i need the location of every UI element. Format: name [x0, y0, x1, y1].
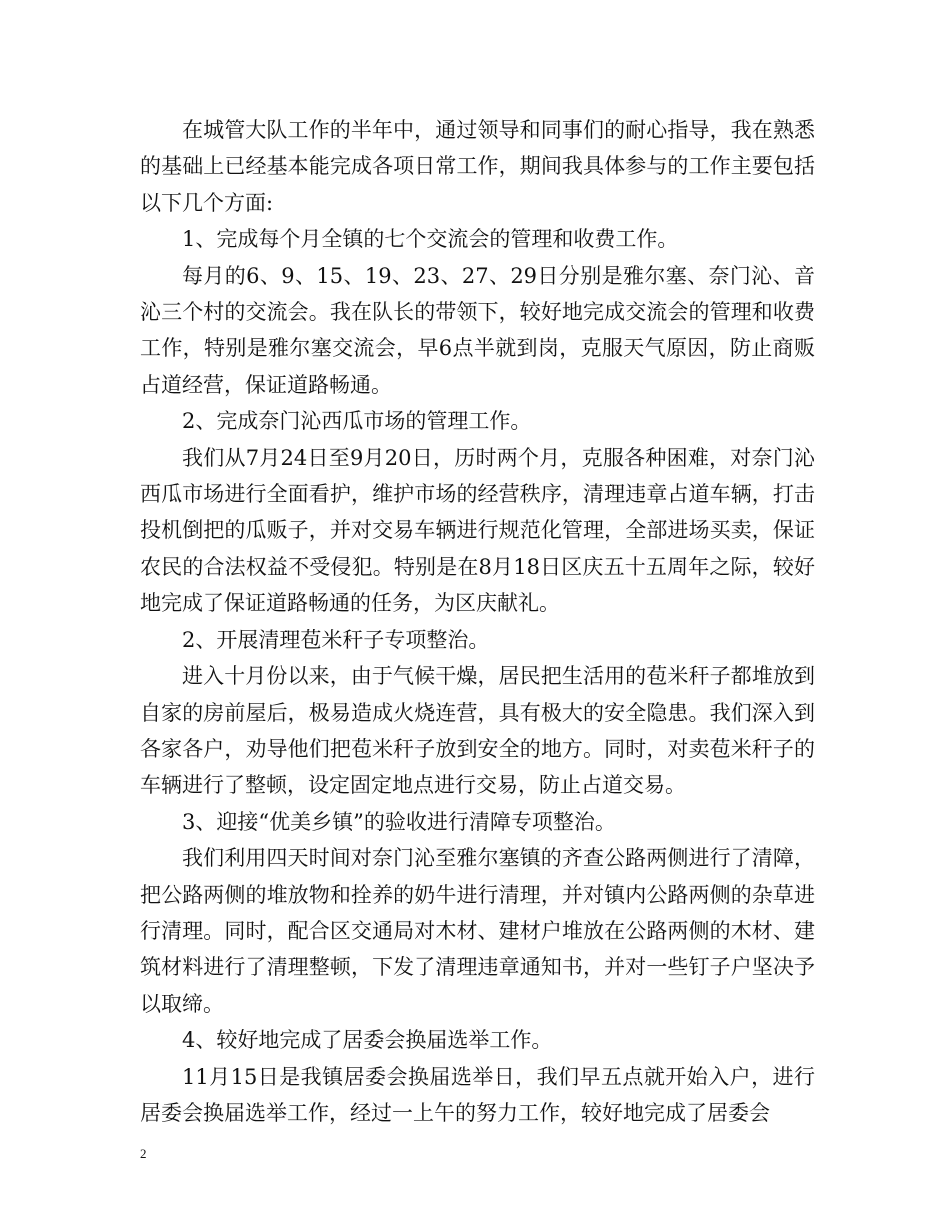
paragraph-corn-stalks: 进入十月份以来，由于气候干燥，居民把生活用的苞米秆子都堆放到自家的房前屋后，极易造成火烧连营，具有极大的安全隐患。我们深入到各家各户，劝导他们把苞米秆子放到安全的地方。同时，对卖苞米秆子的车辆进行了整顿，设定固定地点进行交易，防止占道交易。: [140, 664, 815, 798]
document-body: [140, 112, 815, 1131]
paragraph-watermelon-market: 我们从7月24日至9月20日，历时两个月，克服各种困难，对奈门沁西瓜市场进行全面看护，维护市场的经营秩序，清理违章占道车辆，打击投机倒把的瓜贩子，并对交易车辆进行规范化管理，全部进场买卖，保证农民的合法权益不受侵犯。特别是在8月18日区庆五十五周年之际，较好地完成了保证道路畅通的任务，为区庆献礼。: [140, 445, 815, 616]
paragraph-road-clearing: 我们利用四天时间对奈门沁至雅尔塞镇的齐查公路两侧进行了清障，把公路两侧的堆放物和拴养的奶牛进行清理，并对镇内公路两侧的杂草进行清理。同时，配合区交通局对木材、建材户堆放在公路两侧的木材、建筑材料进行了清理整顿，下发了清理违章通知书，并对一些钉子户坚决予以取缔。: [140, 846, 815, 1016]
paragraph-heading-4: 4、较好地完成了居委会换届选举工作。: [182, 1028, 553, 1053]
paragraph-heading-1: 1、完成每个月全镇的七个交流会的管理和收费工作。: [182, 227, 679, 252]
paragraph-heading-2b: 2、开展清理苞米秆子专项整治。: [182, 627, 490, 652]
paragraph-intro: 在城管大队工作的半年中，通过领导和同事们的耐心指导，我在熟悉的基础上已经基本能完成各项日常工作，期间我具体参与的工作主要包括以下几个方面:: [140, 118, 815, 215]
paragraph-heading-2: 2、完成奈门沁西瓜市场的管理工作。: [182, 409, 532, 434]
paragraph-exchange-meetings: 每月的6、9、15、19、23、27、29日分别是雅尔塞、奈门沁、音沁三个村的交流会。我在队长的带领下，较好地完成交流会的管理和收费工作，特别是雅尔塞交流会，早6点半就到岗，克服天气原因，防止商贩占道经营，保证道路畅通。: [140, 263, 815, 397]
paragraph-heading-3: 3、迎接“优美乡镇”的验收进行清障专项整治。: [182, 809, 616, 834]
paragraph-election: 11月15日是我镇居委会换届选举日，我们早五点就开始入户，进行居委会换届选举工作，经过一上午的努力工作，较好地完成了居委会: [140, 1064, 815, 1125]
page-number: 2: [140, 1146, 147, 1161]
